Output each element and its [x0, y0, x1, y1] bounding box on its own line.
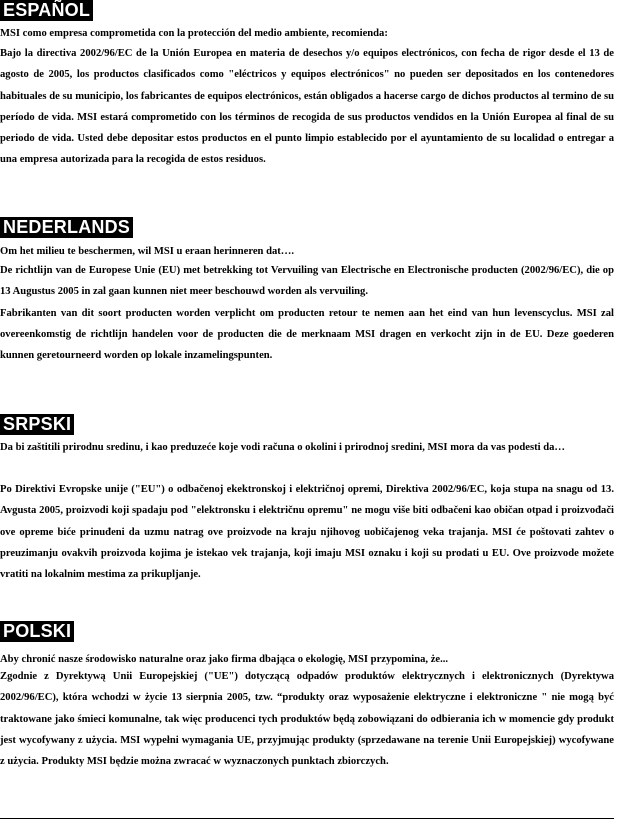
section-polski	[0, 621, 625, 811]
section-intro: Aby chronić nasze środowisko naturalne oraz jako firma dbająca o ekologię, MSI przypomina, że...	[0, 654, 449, 665]
paragraph: De richtlijn van de Europese Unie (EU) met betrekking tot Vervuiling van Electrische en Electronische producten (2002/96/EC), die op 13 Augustus 2005 in zal gaan kunnen niet meer beschouwd worden als vervuiling.	[0, 265, 614, 298]
section-intro: Om het milieu te beschermen, wil MSI u eraan herinneren dat….	[0, 246, 295, 257]
section-intro: MSI como empresa comprometida con la protección del medio ambiente, recomienda:	[0, 28, 388, 39]
section-body	[0, 479, 614, 585]
section-heading: ESPAÑOL	[0, 0, 93, 21]
section-body	[0, 260, 614, 366]
section-srpski	[0, 414, 625, 604]
bottom-rule	[0, 818, 614, 819]
section-heading: SRPSKI	[0, 414, 74, 435]
section-body	[0, 666, 614, 772]
section-heading: POLSKI	[0, 621, 74, 642]
paragraph: Zgodnie z Dyrektywą Unii Europejskiej ("UE") dotyczącą odpadów produktów elektrycznych i elektronicznych (Dyrektywa 2002/96/EC), która wchodzi w życie 13 sierpnia 2005, tzw. “produkty oraz wyposażenie elektryczne i elektroniczne " nie mogą być traktowane jako śmieci komunalne, tak więc producenci tych produktów będą zobowiązani do odbierania ich w momencie gdy produkt jest wycofywany z użycia. MSI wypełni wymagania UE, przyjmując produkty (sprzedawane na terenie Unii Europejskiej) wycofywane z użycia. Produkty MSI będzie można zwracać w wyznaczonych punktach zbiorczych.	[0, 671, 614, 768]
section-espanol	[0, 0, 625, 190]
intro-text: Da bi zaštitili prirodnu sredinu, i kao preduzeće koje vodi računa o okolini i prirodnoj sredini, MSI mora da vas podesti da…	[0, 442, 565, 453]
section-nederlands	[0, 217, 625, 387]
paragraph: Bajo la directiva 2002/96/EC de la Unión Europea en materia de desechos y/o equipos electrónicos, con fecha de rigor desde el 13 de agosto de 2005, los productos clasificados como "eléctricos y equipos electrónicos" no pueden ser depositados en los contenedores habituales de su municipio, los fabricantes de equipos electrónicos, están obligados a hacerse cargo de dichos productos al termino de su período de vida. MSI estará comprometido con los términos de recogida de sus productos vendidos en la Unión Europea al final de su periodo de vida. Usted debe depositar estos productos en el punto limpio establecido por el ayuntamiento de su localidad o entregar a una empresa autorizada para la recogida de estos residuos.	[0, 48, 614, 166]
section-heading: NEDERLANDS	[0, 217, 133, 238]
section-body	[0, 43, 614, 171]
paragraph: Fabrikanten van dit soort producten worden verplicht om producten retour te nemen aan het eind van hun levenscyclus. MSI zal overeenkomstig de richtlijn handelen voor de producten die de merknaam MSI dragen en verkocht zijn in de EU. Deze goederen kunnen geretourneerd worden op lokale inzamelingspunten.	[0, 307, 614, 362]
paragraph: Po Direktivi Evropske unije ("EU") o odbačenoj ekektronskoj i električnoj opremi, Direktiva 2002/96/EC, koja stupa na snagu od 13. Avgusta 2005, proizvodi koji spadaju pod "elektronsku i električnu opremu" ne mogu više biti odbačeni kao običan otpad i proizvođači ove opreme biće prinuđeni da uzmu natrag ove proizvode na kraju njihovog uobičajenog veka trajanja. MSI će poštovati zahtev o preuzimanju ovakvih proizvoda kojima je istekao vek trajanja, koji imaju MSI oznaku i koji su prodati u EU. Ove proizvode možete vratiti na lokalnim mestima za prikupljanje.	[0, 484, 614, 581]
section-intro	[0, 437, 614, 458]
